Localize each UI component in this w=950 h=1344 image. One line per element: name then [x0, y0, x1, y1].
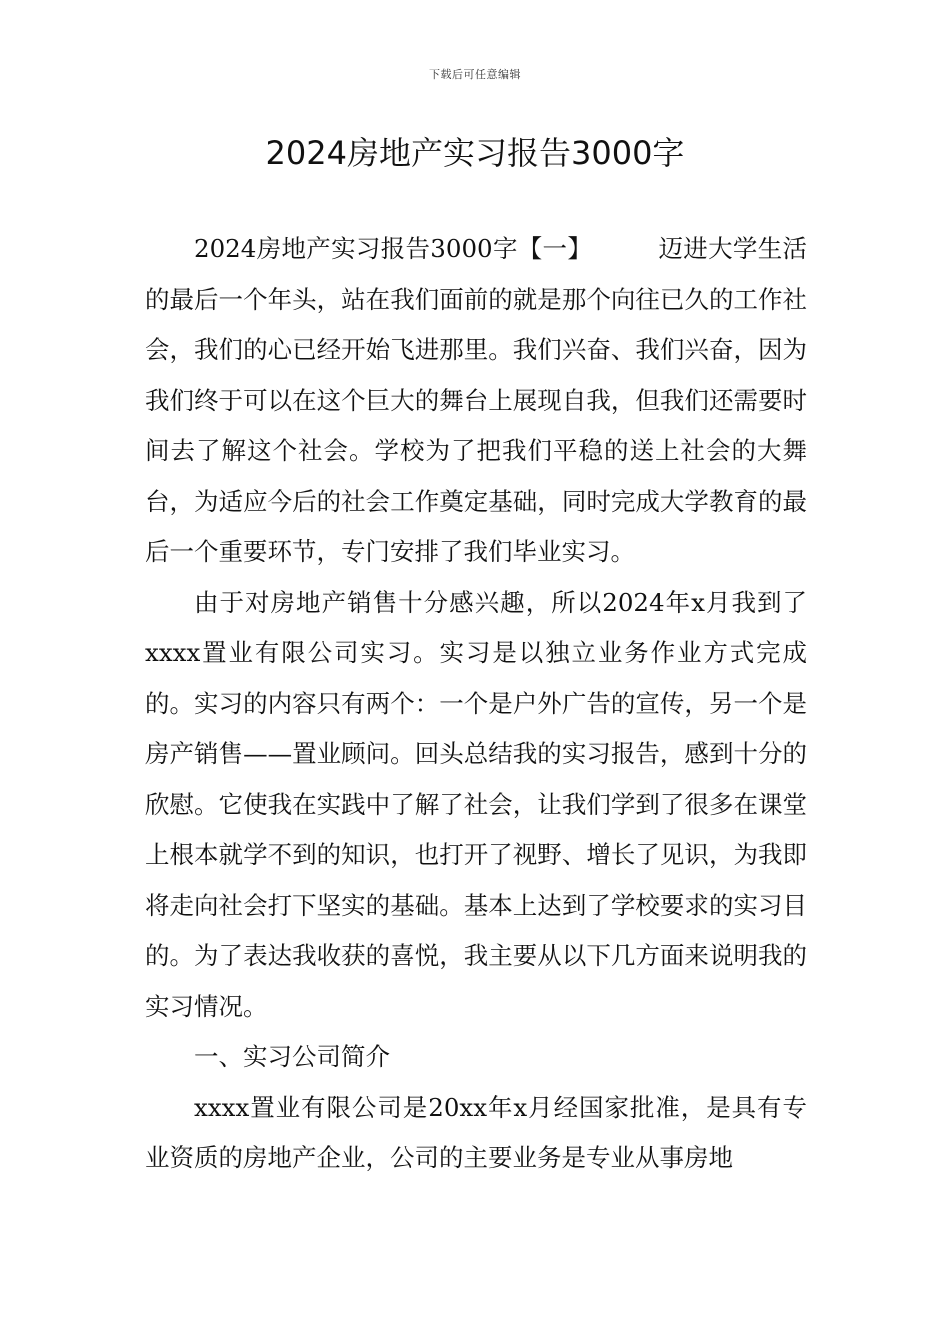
document-title: 2024房地产实习报告3000字: [265, 134, 685, 172]
paragraph-text: 迈进大学生活的最后一个年头，站在我们面前的就是那个向往已久的工作社会，我们的心已经开始飞进那里。我们兴奋、我们兴奋，因为我们终于可以在这个巨大的舞台上展现自我，但我们还需要时间去了解这个社会。学校为了把我们平稳的送上社会的大舞台，为适应今后的社会工作奠定基础，同时完成大学教育的最后一个重要环节，专门安排了我们毕业实习。: [145, 234, 808, 566]
section-lead: 2024房地产实习报告3000字【一】: [194, 234, 593, 263]
paragraph-text: xxxx置业有限公司是20xx年x月经国家批准，是具有专业资质的房地产企业，公司的主要业务是专业从事房地: [145, 1092, 807, 1172]
document-body: [145, 224, 807, 1184]
section-heading: 一、实习公司简介: [194, 1042, 390, 1071]
paragraph-text: 由于对房地产销售十分感兴趣，所以2024年x月我到了xxxx置业有限公司实习。实习是以独立业务作业方式完成的。实习的内容只有两个：一个是户外广告的宣传，另一个是房产销售——置业顾问。回头总结我的实习报告，感到十分的欣慰。它使我在实践中了解了社会，让我们学到了很多在课堂上根本就学不到的知识，也打开了视野、增长了见识，为我即将走向社会打下坚实的基础。基本上达到了学校要求的实习目的。为了表达我收获的喜悦，我主要从以下几方面来说明我的实习情况。: [145, 587, 807, 1021]
header-note: 下载后可任意编辑: [429, 68, 521, 81]
paragraph-intro: [145, 224, 807, 578]
